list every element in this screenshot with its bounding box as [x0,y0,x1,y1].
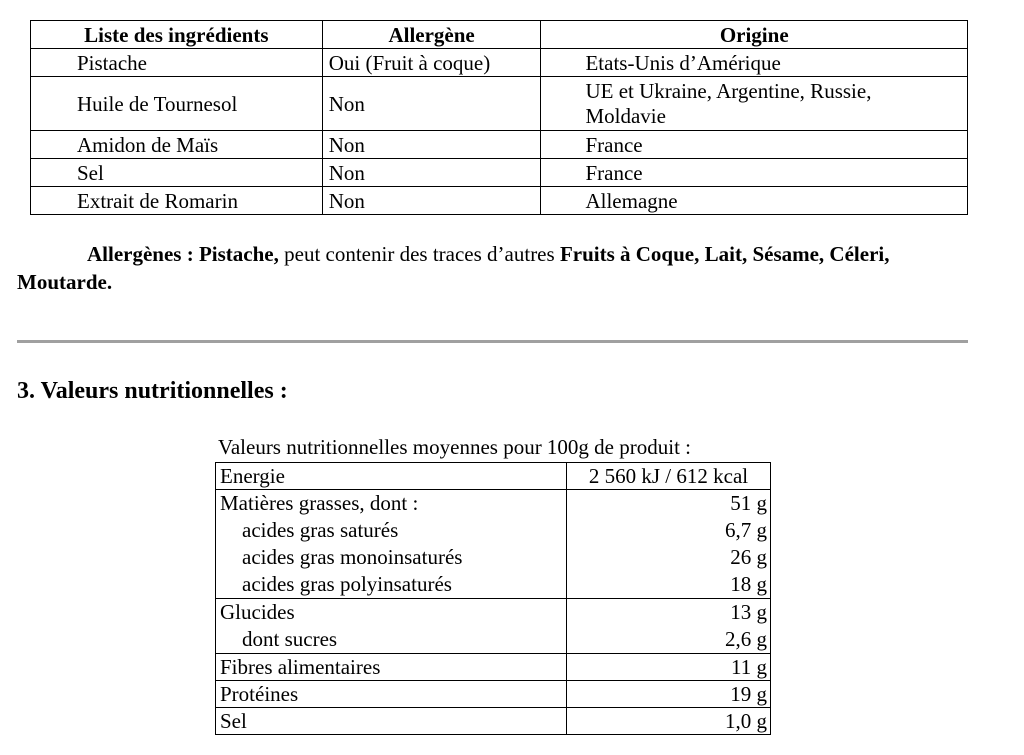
ingredient-allergen: Non [322,77,541,131]
ingredient-name: Pistache [31,49,323,77]
ingredients-header-row [31,21,968,49]
ingredient-name: Huile de Tournesol [31,77,323,131]
table-row [216,654,771,681]
nutrient-sublabel: acides gras saturés [242,518,399,542]
ingredient-origin: Allemagne [541,187,968,215]
carbs-values [567,599,771,654]
nutrient-label: Glucides [220,600,295,624]
ingredient-origin [541,77,968,131]
nutrition-caption: Valeurs nutritionnelles moyennes pour 100g de produit : [218,435,692,459]
header-allergen: Allergène [322,21,541,49]
nutrient-value: 26 g [730,545,767,569]
ingredients-table [30,20,968,215]
allergens-main: Pistache, [198,242,279,266]
fat-labels [216,490,567,599]
table-row [216,708,771,735]
table-row [31,77,968,131]
ingredient-name: Extrait de Romarin [31,187,323,215]
nutrient-value: 2 560 kJ / 612 kcal [567,463,771,490]
table-row [31,159,968,187]
nutrient-label: Sel [216,708,567,735]
table-row [31,187,968,215]
ingredient-allergen: Oui (Fruit à coque) [322,49,541,77]
nutrient-value: 19 g [567,681,771,708]
origin-line-2: Moldavie [585,104,666,128]
allergens-paragraph [17,240,922,296]
table-row [216,490,771,599]
header-ingredients: Liste des ingrédients [31,21,323,49]
ingredient-allergen: Non [322,131,541,159]
ingredient-origin: France [541,131,968,159]
section-divider [17,340,968,343]
nutrient-sublabel: acides gras polyinsaturés [242,572,452,596]
allergens-traces: Fruits à Coque, Lait, Sésame, Céleri, Moutarde. [17,242,890,294]
ingredient-name: Sel [31,159,323,187]
nutrient-sublabel: dont sucres [242,627,338,651]
nutrition-table [215,462,771,735]
allergens-connector: peut contenir des traces d’autres [284,242,555,266]
section-title: 3. Valeurs nutritionnelles : [17,378,288,404]
nutrient-label: Matières grasses, dont : [220,491,419,515]
fat-values [567,490,771,599]
nutrient-label: Fibres alimentaires [216,654,567,681]
origin-line-1: UE et Ukraine, Argentine, Russie, [585,79,872,103]
table-row [31,49,968,77]
nutrient-value: 11 g [567,654,771,681]
header-origin: Origine [541,21,968,49]
nutrient-value: 6,7 g [725,518,767,542]
table-row [216,599,771,654]
ingredient-name: Amidon de Maïs [31,131,323,159]
nutrient-label: Energie [216,463,567,490]
nutrient-value: 1,0 g [567,708,771,735]
allergens-label: Allergènes : [87,242,194,266]
table-row [216,681,771,708]
nutrient-value: 13 g [730,600,767,624]
carbs-labels [216,599,567,654]
nutrient-sublabel: acides gras monoinsaturés [242,545,463,569]
ingredient-origin: Etats-Unis d’Amérique [541,49,968,77]
nutrient-label: Protéines [216,681,567,708]
nutrient-value: 2,6 g [725,627,767,651]
nutrient-value: 51 g [730,491,767,515]
ingredient-allergen: Non [322,187,541,215]
ingredient-origin: France [541,159,968,187]
nutrient-value: 18 g [730,572,767,596]
table-row [31,131,968,159]
ingredient-allergen: Non [322,159,541,187]
table-row [216,463,771,490]
